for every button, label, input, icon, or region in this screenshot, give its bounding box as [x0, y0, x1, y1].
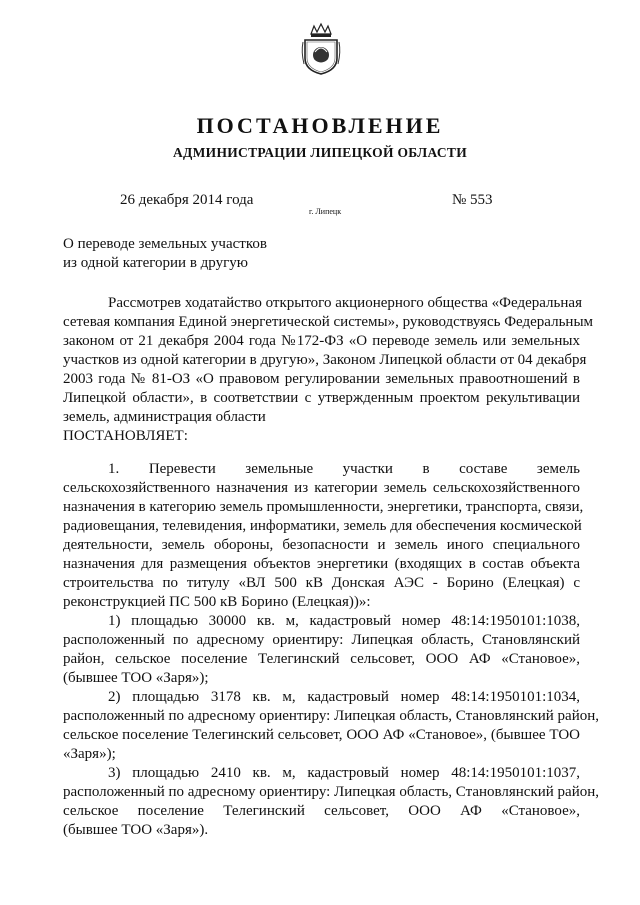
preamble-line: 2003 года № 81-ОЗ «О правовом регулировании земельных правоотношений в: [63, 371, 580, 387]
item-1-line: сельскохозяйственного назначения из категории земель сельскохозяйственного: [63, 480, 580, 496]
preamble-line: Липецкой области», в соответствии с утвержденным проектом рекультивации: [63, 390, 580, 406]
subitem-2-first-line: 2) площадью 3178 кв. м, кадастровый номер 48:14:1950101:1034,: [108, 689, 580, 705]
subitem-1-line: район, сельское поселение Телегинский сельсовет, ООО АФ «Становое»,: [63, 651, 580, 667]
subject-line: из одной категории в другую: [63, 255, 248, 271]
item-1-line: назначения в категорию земель промышленности, энергетики, транспорта, связи,: [63, 499, 584, 515]
subitem-2-line: «Заря»);: [63, 746, 116, 762]
subitem-3-line: расположенный по адресному ориентиру: Липецкая область, Становлянский район,: [63, 784, 600, 800]
preamble-line: Рассмотрев ходатайство открытого акционерного общества «Федеральная: [108, 295, 582, 311]
subitem-3-line: сельское поселение Телегинский сельсовет, ООО АФ «Становое»,: [63, 803, 580, 819]
document-number: № 553: [452, 192, 493, 208]
preamble-line: участков из одной категории в другую», Законом Липецкой области от 04 декабря: [63, 352, 587, 368]
subitem-2-line: сельское поселение Телегинский сельсовет, ООО АФ «Становое», (бывшее ТОО: [63, 727, 580, 743]
subitem-3-first-line: 3) площадью 2410 кв. м, кадастровый номер 48:14:1950101:1037,: [108, 765, 580, 781]
item-1-line: назначения для размещения объектов энергетики (входящих в состав объекта: [63, 556, 580, 572]
document-subject: [63, 235, 267, 273]
item-1-first-line: 1. Перевести земельные участки в составе земель: [108, 461, 580, 477]
document-city: г. Липецк: [309, 207, 342, 216]
preamble-line: земель, администрация области: [63, 409, 266, 425]
subitem-1-line: (бывшее ТОО «Заря»);: [63, 670, 209, 686]
item-1-line: радиовещания, телевидения, информатики, земель для обеспечения космической: [63, 518, 582, 534]
subject-line: О переводе земельных участков: [63, 236, 267, 252]
subitem-1-line: расположенный по адресному ориентиру: Липецкая область, Становлянский: [63, 632, 580, 648]
item-1-line: строительства по титулу «ВЛ 500 кВ Донская АЭС - Борино (Елецкая) с: [63, 575, 580, 591]
preamble-line: законом от 21 декабря 2004 года №172-ФЗ «О переводе земель или земельных: [63, 333, 580, 349]
subitem-2-line: расположенный по адресному ориентиру: Липецкая область, Становлянский район,: [63, 708, 600, 724]
document-date: 26 декабря 2014 года: [120, 192, 254, 208]
resolves-heading: ПОСТАНОВЛЯЕТ:: [63, 428, 188, 444]
document-issuer: АДМИНИСТРАЦИИ ЛИПЕЦКОЙ ОБЛАСТИ: [172, 145, 468, 160]
document-title: ПОСТАНОВЛЕНИЕ: [196, 113, 444, 138]
item-1-line: деятельности, земель обороны, безопасности и земель иного специального: [63, 537, 580, 553]
preamble-line: сетевая компания Единой энергетической системы», руководствуясь Федеральным: [63, 314, 594, 330]
regional-coat-of-arms-icon: [300, 22, 342, 76]
subitem-3-line: (бывшее ТОО «Заря»).: [63, 822, 209, 838]
subitem-1-first-line: 1) площадью 30000 кв. м, кадастровый номер 48:14:1950101:1038,: [108, 613, 580, 629]
document-body: [63, 294, 600, 840]
item-1-line: реконструкцией ПС 500 кВ Борино (Елецкая))»:: [63, 594, 371, 610]
